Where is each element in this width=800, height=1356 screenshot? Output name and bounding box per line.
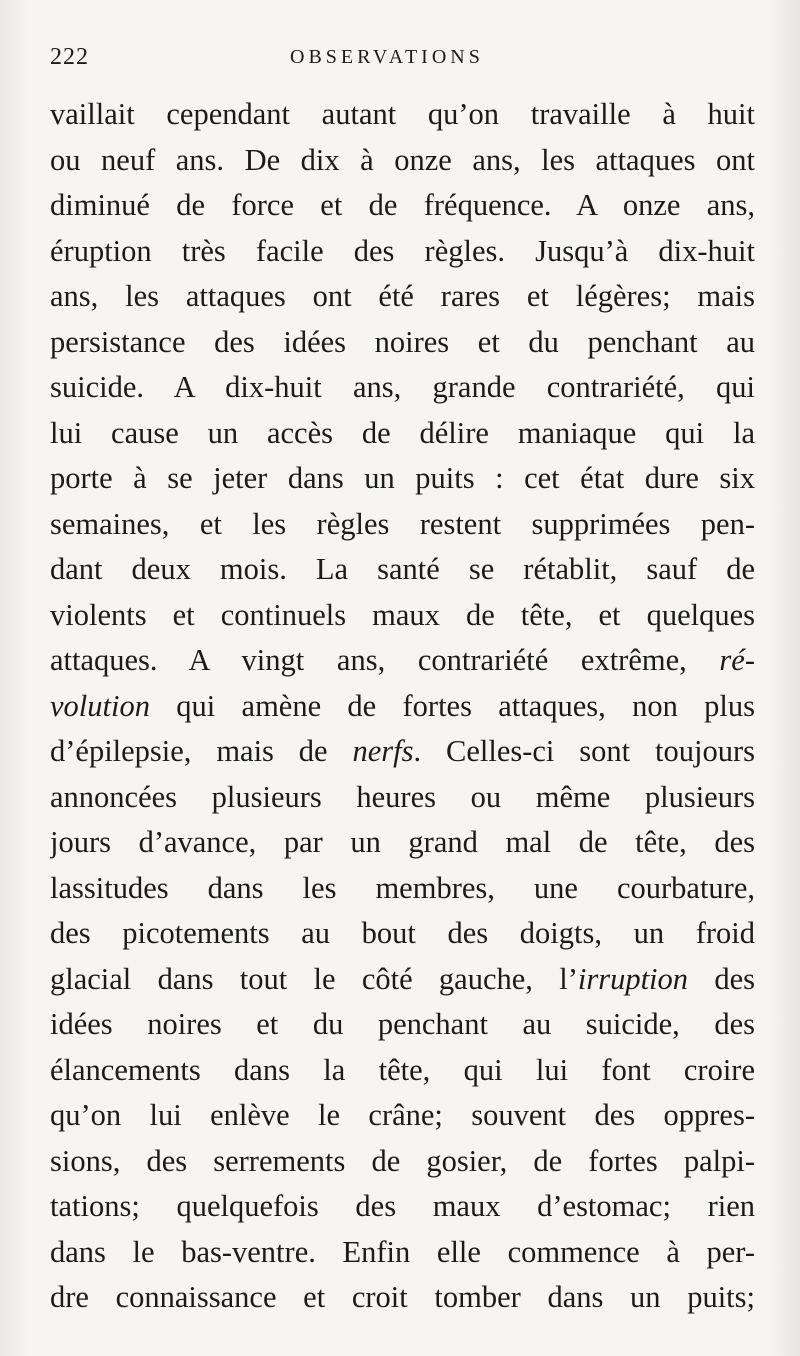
running-head: OBSERVATIONS bbox=[290, 46, 484, 68]
text-line: diminué de force et de fréquence. A onze ans, bbox=[50, 188, 755, 222]
italic-word: nerfs bbox=[352, 734, 414, 768]
text-line: ou neuf ans. De dix à onze ans, les attaques ont bbox=[50, 142, 755, 177]
text-line: volution qui amène de fortes attaques, non plus bbox=[50, 688, 755, 723]
text-line: dans le bas-ventre. Enfin elle commence à per- bbox=[50, 1234, 755, 1269]
page-header bbox=[50, 44, 750, 74]
text-line: ans, les attaques ont été rares et légères; mais bbox=[50, 279, 755, 313]
text-line: annoncées plusieurs heures ou même plusieurs bbox=[50, 779, 755, 814]
italic-word: irruption bbox=[577, 961, 689, 996]
italic-word: ré- bbox=[719, 643, 755, 677]
text-line: suicide. A dix-huit ans, grande contrariété, qui bbox=[50, 370, 755, 404]
text-line: qu’on lui enlève le crâne; souvent des oppres- bbox=[50, 1098, 755, 1132]
page-number: 222 bbox=[50, 44, 89, 70]
text-line: glacial dans tout le côté gauche, l’irruption des bbox=[50, 961, 755, 996]
text-line: persistance des idées noires et du penchant au bbox=[50, 324, 755, 359]
italic-word: volution bbox=[50, 688, 150, 723]
text-line: attaques. A vingt ans, contrariété extrême, ré- bbox=[50, 643, 755, 677]
body-text bbox=[50, 92, 755, 1321]
text-line: dant deux mois. La santé se rétablit, sauf de bbox=[50, 552, 755, 586]
text-line: idées noires et du penchant au suicide, des bbox=[50, 1007, 755, 1041]
text-line: tations; quelquefois des maux d’estomac; rien bbox=[50, 1189, 755, 1223]
text-line: semaines, et les règles restent supprimées pen- bbox=[50, 506, 755, 541]
text-line: éruption très facile des règles. Jusqu’à dix-huit bbox=[50, 233, 755, 268]
text-line: lui cause un accès de délire maniaque qui la bbox=[50, 415, 755, 450]
text-line: lassitudes dans les membres, une courbature, bbox=[50, 870, 755, 905]
text-line: violents et continuels maux de tête, et quelques bbox=[50, 597, 755, 632]
text-line: sions, des serrements de gosier, de fortes palpi- bbox=[50, 1143, 755, 1178]
text-line: jours d’avance, par un grand mal de tête, des bbox=[50, 825, 755, 859]
text-line: des picotements au bout des doigts, un froid bbox=[50, 916, 755, 950]
text-line: dre connaissance et croit tomber dans un puits; bbox=[50, 1280, 755, 1314]
text-line: élancements dans la tête, qui lui font croire bbox=[50, 1052, 755, 1087]
text-line: vaillait cependant autant qu’on travaille à huit bbox=[50, 97, 755, 131]
text-line: porte à se jeter dans un puits : cet état dure six bbox=[50, 461, 755, 495]
text-line: d’épilepsie, mais de nerfs. Celles-ci sont toujours bbox=[50, 734, 755, 768]
